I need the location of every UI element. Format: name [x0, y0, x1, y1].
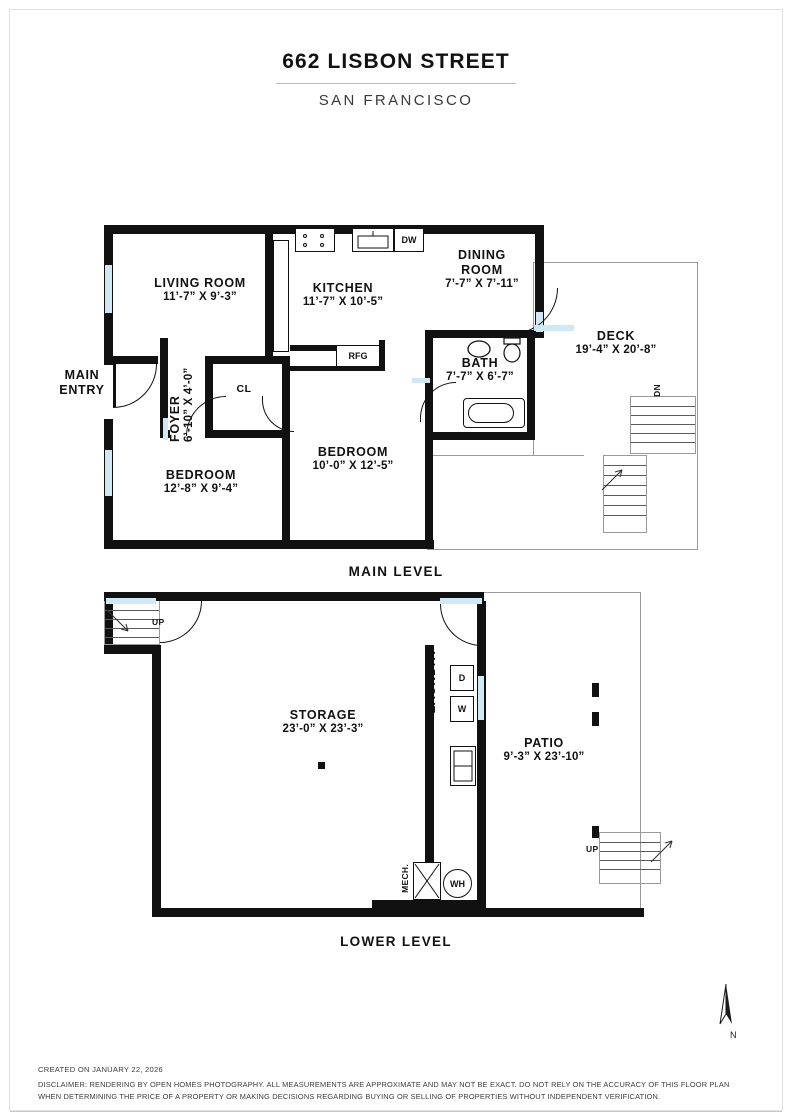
cooktop: [295, 228, 335, 252]
patio-post-3: [592, 826, 599, 838]
mechanical-label: MECH.: [400, 864, 410, 893]
washer: W: [450, 696, 474, 722]
wall-storage-left: [152, 645, 161, 915]
stairs-up-right-label: UP: [586, 844, 599, 854]
wall-bedroom-left: [282, 356, 290, 549]
room-bedroom-front: BEDROOM 12’-8” X 9’-4”: [163, 468, 239, 495]
deck-notch-fill: [427, 456, 584, 549]
window-living-left: [105, 265, 112, 313]
room-bedroom-main: BEDROOM 10’-0” X 12’-5”: [312, 445, 394, 472]
wall-bath-left: [425, 330, 433, 440]
svg-text:N: N: [730, 1030, 737, 1040]
dryer: D: [450, 665, 474, 691]
room-foyer: FOYER 6’-10” X 4’-0”: [168, 367, 195, 442]
door-laundry: [440, 604, 482, 646]
room-living-room: LIVING ROOM 11’-7” X 9’-3”: [154, 276, 246, 303]
bathtub: [463, 398, 525, 428]
stairs-up-right-arrow: [648, 838, 678, 868]
room-storage: STORAGE 23’-0” X 23’-3”: [282, 708, 364, 735]
kitchen-sink: [352, 228, 394, 252]
wall-closet-top: [205, 356, 290, 364]
footer-disclaimer-line2: WHEN DETERMINING THE PRICE OF A PROPERTY OR MAKING DECISIONS REGARDING BUYING OR SELLING OF PROPERTIES WITHOUT INDEPENDENT VERIFICATION.: [38, 1091, 661, 1101]
page-subtitle: SAN FRANCISCO: [318, 92, 474, 109]
room-bath: BATH 7’-7” X 6’-7”: [446, 356, 514, 383]
dishwasher: DW: [394, 228, 424, 252]
wall-bath-right: [527, 330, 535, 440]
window-laundry-right: [478, 676, 484, 720]
deck-lower-edge: [427, 455, 584, 456]
compass: [700, 980, 756, 1047]
window-bedroom-left: [105, 450, 112, 496]
water-heater: WH: [443, 869, 472, 898]
wall-bedroom-right: [425, 432, 433, 549]
stairs-down-box: [630, 396, 696, 454]
wall-bottom-main: [104, 540, 434, 549]
room-dining-room: DINING ROOM 7’-7” X 7’-11”: [445, 248, 519, 290]
room-patio: PATIO 9’-3” X 23’-10”: [503, 736, 585, 763]
laundry-sink: [450, 746, 476, 786]
stairs-down-label: DN: [652, 384, 662, 397]
door-stairs-landing: [160, 601, 202, 643]
stairs-up-left-label: UP: [152, 617, 165, 627]
patio-post-1: [592, 683, 599, 697]
wall-bath-bottom: [425, 432, 535, 440]
wall-mech-bottom: [372, 900, 478, 909]
stairs-direction-arrow: [600, 468, 630, 498]
wall-laundry-right: [477, 601, 486, 917]
wall-bottom-lower: [152, 908, 644, 917]
storage-center-marker: [318, 762, 325, 769]
header-divider: [276, 83, 516, 84]
wall-step-lower: [104, 645, 159, 654]
footer: [38, 1065, 754, 1102]
room-laundry: LAUNDRY: [424, 648, 438, 714]
sink-icon: [353, 229, 393, 251]
footer-disclaimer-line1: DISCLAIMER: RENDERING BY OPEN HOMES PHOTOGRAPHY. ALL MEASUREMENTS ARE APPROXIMATE AND MAY NOT BE EXACT. DO NOT RELY ON THE ACCURACY OF THIS FLOOR PLAN: [38, 1080, 730, 1090]
page-title: 662 LISBON STREET: [282, 50, 510, 73]
closet-label: CL: [236, 383, 252, 395]
plan-bottom-thin: [427, 549, 584, 550]
wall-foyer-top-left: [113, 356, 158, 364]
bath-sink-icon: [466, 338, 492, 358]
footer-divider: [10, 1111, 782, 1112]
refrigerator: RFG: [336, 345, 380, 367]
laundry-sink-icon: [451, 747, 475, 785]
stairs-up-left-arrow: [104, 607, 134, 637]
mechanical-box: [413, 862, 441, 900]
compass-needle-icon: [700, 980, 756, 1042]
header: [0, 50, 792, 109]
footer-created-date: CREATED ON JANUARY 22, 2026: [38, 1065, 163, 1075]
main-entry-label: MAIN ENTRY: [59, 368, 105, 397]
room-deck: DECK 19’-4” X 20’-8”: [575, 329, 657, 356]
patio-post-2: [592, 712, 599, 726]
wall-top-lower: [104, 592, 484, 601]
room-kitchen: KITCHEN 11’-7” X 10’-5”: [302, 281, 384, 308]
main-level-label: MAIN LEVEL: [348, 564, 444, 579]
lower-level-label: LOWER LEVEL: [340, 934, 452, 949]
mech-x-icon: [414, 863, 440, 899]
